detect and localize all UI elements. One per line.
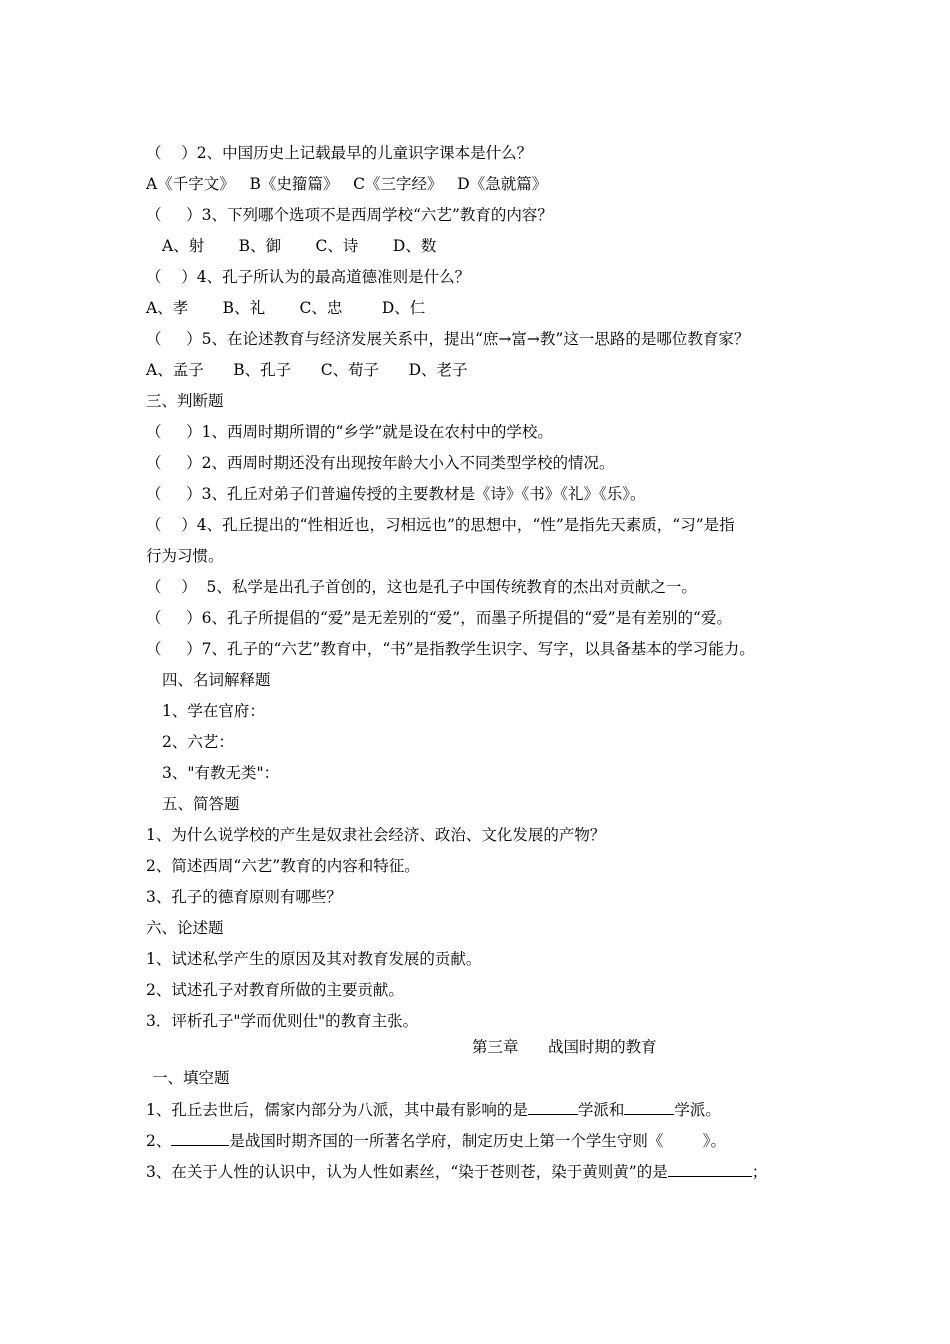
answer-blank: [624, 1099, 674, 1115]
question-3-text: （ ）3、下列哪个选项不是西周学校“六艺”教育的内容？: [146, 206, 553, 224]
true-false-1: （ ）1、西周时期所谓的“乡学”就是设在农村中的学校。: [146, 423, 553, 441]
question-3-options: A、射 B、御 C、诗 D、数: [162, 237, 437, 255]
definition-3: 3、"有教无类"：: [162, 764, 280, 782]
fill-blank-2-part-a: 2、: [146, 1132, 172, 1150]
true-false-4-continued: 行为习惯。: [146, 547, 224, 565]
definition-2: 2、六艺：: [162, 733, 234, 751]
true-false-3: （ ）3、孔丘对弟子们普遍传授的主要教材是《诗》《书》《礼》《乐》。: [146, 485, 646, 503]
fill-blank-3: [146, 1161, 767, 1182]
short-answer-3: 3、孔子的德育原则有哪些？: [146, 888, 342, 906]
answer-blank: [171, 1130, 229, 1146]
true-false-6: （ ）6、孔子所提倡的“爱”是无差别的“爱”，而墨子所提倡的“爱”是有差别的“爱。: [146, 609, 732, 627]
question-4-options: A、孝 B、礼 C、忠 D、仁: [146, 299, 426, 317]
question-5-options: A、孟子 B、孔子 C、荀子 D、老子: [146, 361, 468, 379]
fill-blank-3-part-b: ；: [751, 1163, 768, 1181]
fill-blank-2: [146, 1130, 726, 1151]
fill-blank-3-part-a: 3、在关于人性的认识中，认为人性如素丝，“染于苍则苍，染于黄则黄”的是: [146, 1163, 668, 1181]
essay-2: 2、试述孔子对教育所做的主要贡献。: [146, 981, 404, 999]
fill-blank-1: [146, 1099, 721, 1120]
definition-1: 1、学在官府：: [162, 702, 265, 720]
question-5-text: （ ）5、在论述教育与经济发展关系中，提出“庶→富→教”这一思路的是哪位教育家？: [146, 330, 750, 348]
short-answer-2: 2、简述西周“六艺”教育的内容和特征。: [146, 857, 420, 875]
true-false-5: （ ） 5、私学是出孔子首创的，这也是孔子中国传统教育的杰出对贡献之一。: [146, 578, 697, 596]
section-title-true-false: 三、判断题: [146, 392, 224, 410]
essay-3: 3．评析孔子"学而优则仕"的教育主张。: [146, 1012, 419, 1030]
fill-blank-1-part-b: 学派和: [577, 1101, 625, 1119]
section-title-essay: 六、论述题: [146, 919, 224, 937]
true-false-7: （ ）7、孔子的“六艺”教育中，“书”是指教学生识字、写字，以具备基本的学习能力。: [146, 640, 755, 658]
true-false-4: （ ）4、孔丘提出的“性相近也，习相远也”的思想中，“性”是指先天素质，“习”是指: [146, 516, 735, 534]
fill-blank-2-part-b: 是战国时期齐国的一所著名学府，制定历史上第一个学生守则《 》。: [229, 1132, 727, 1150]
section-title-short-answer: 五、简答题: [162, 795, 240, 813]
question-2-options: A《千字文》 B《史籀篇》 C《三字经》 D《急就篇》: [146, 175, 548, 193]
chapter-title: 第三章 战国时期的教育: [472, 1038, 657, 1056]
answer-blank: [528, 1099, 578, 1115]
question-2-text: （ ）2、中国历史上记载最早的儿童识字课本是什么？: [146, 144, 533, 162]
answer-blank: [668, 1161, 752, 1177]
section-title-definitions: 四、名词解释题: [162, 671, 271, 689]
fill-blank-1-part-c: 学派。: [674, 1101, 721, 1119]
essay-1: 1、试述私学产生的原因及其对教育发展的贡献。: [146, 950, 482, 968]
question-4-text: （ ）4、孔子所认为的最高道德准则是什么？: [146, 268, 471, 286]
short-answer-1: 1、为什么说学校的产生是奴隶社会经济、政治、文化发展的产物？: [146, 826, 606, 844]
true-false-2: （ ）2、西周时期还没有出现按年龄大小入不同类型学校的情况。: [146, 454, 615, 472]
fill-blank-1-part-a: 1、孔丘去世后，儒家内部分为八派，其中最有影响的是: [146, 1101, 528, 1119]
section-title-fill-blank: 一、填空题: [152, 1069, 230, 1087]
